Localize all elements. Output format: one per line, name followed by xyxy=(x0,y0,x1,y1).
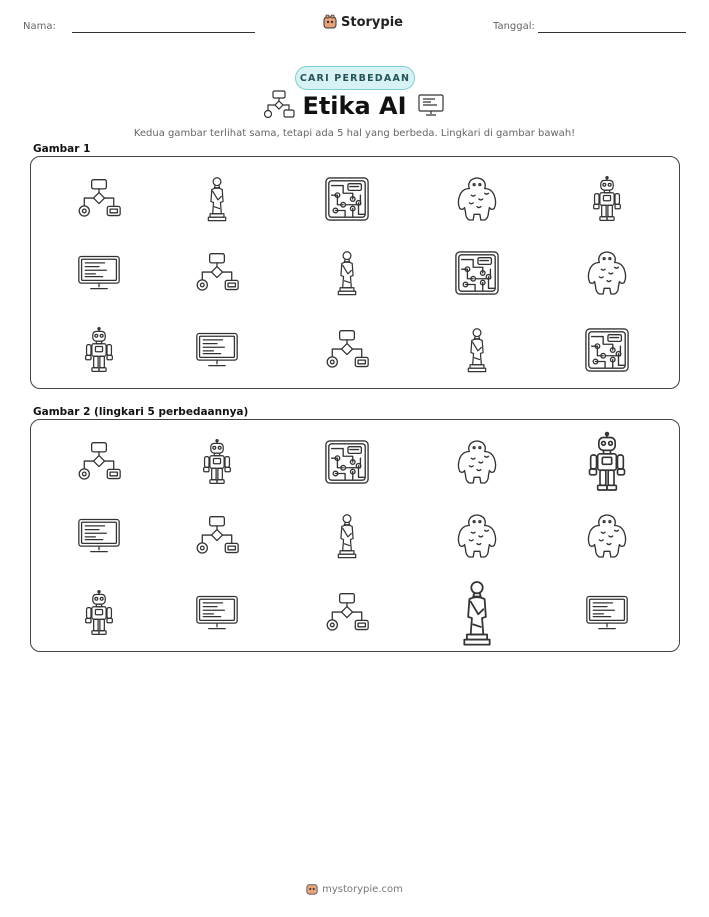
statue-icon[interactable] xyxy=(458,578,496,648)
monitor-icon[interactable] xyxy=(77,517,121,555)
page-title: Etika AI xyxy=(302,92,407,120)
golem-icon[interactable] xyxy=(456,176,498,222)
robot-icon[interactable] xyxy=(201,438,233,486)
picture-panel-2[interactable] xyxy=(30,419,680,652)
golem-icon[interactable] xyxy=(586,513,628,559)
golem-icon[interactable] xyxy=(456,439,498,485)
picture-panel-1[interactable] xyxy=(30,156,680,389)
date-line[interactable] xyxy=(538,32,686,33)
panel2-label: Gambar 2 (lingkari 5 perbedaannya) xyxy=(33,406,249,418)
circuit-icon[interactable] xyxy=(324,439,370,485)
statue-icon[interactable] xyxy=(464,325,490,375)
flowchart-icon[interactable] xyxy=(194,251,240,295)
panel1-label: Gambar 1 xyxy=(33,143,91,155)
brand-name: Storypie xyxy=(341,14,403,30)
monitor-icon[interactable] xyxy=(195,331,239,369)
golem-icon[interactable] xyxy=(586,250,628,296)
robot-icon[interactable] xyxy=(586,429,628,495)
statue-icon[interactable] xyxy=(204,174,230,224)
flowchart-icon[interactable] xyxy=(324,591,370,635)
circuit-icon[interactable] xyxy=(584,327,630,373)
footer-url: mystorypie.com xyxy=(322,883,403,895)
monitor-icon[interactable] xyxy=(585,594,629,632)
robot-icon[interactable] xyxy=(83,589,115,637)
storypie-mascot-icon xyxy=(323,14,337,30)
statue-icon[interactable] xyxy=(334,511,360,561)
monitor-icon[interactable] xyxy=(77,254,121,292)
circuit-icon[interactable] xyxy=(454,250,500,296)
flowchart-icon[interactable] xyxy=(76,440,122,484)
robot-icon[interactable] xyxy=(591,175,623,223)
name-label: Nama: xyxy=(23,21,56,32)
flowchart-icon[interactable] xyxy=(76,177,122,221)
footer xyxy=(0,882,709,896)
circuit-icon[interactable] xyxy=(324,176,370,222)
storypie-mascot-icon xyxy=(306,882,318,896)
activity-badge: CARI PERBEDAAN xyxy=(295,66,415,90)
statue-icon[interactable] xyxy=(334,248,360,298)
monitor-icon[interactable] xyxy=(195,594,239,632)
flowchart-icon[interactable] xyxy=(194,514,240,558)
robot-icon[interactable] xyxy=(83,326,115,374)
date-label: Tanggal: xyxy=(493,21,535,32)
monitor-icon xyxy=(417,93,445,117)
brand-logo xyxy=(323,14,403,30)
golem-icon[interactable] xyxy=(456,513,498,559)
instructions: Kedua gambar terlihat sama, tetapi ada 5 hal yang berbeda. Lingkari di gambar bawah! xyxy=(133,128,576,139)
name-line[interactable] xyxy=(72,32,255,33)
flowchart-icon[interactable] xyxy=(324,328,370,372)
